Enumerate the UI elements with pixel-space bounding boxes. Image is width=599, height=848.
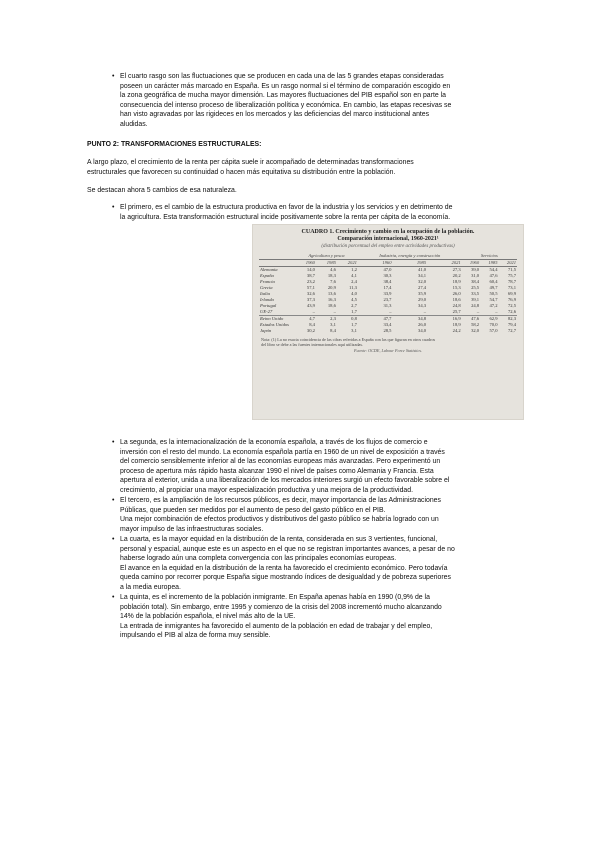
- text-line: del comercio sensiblemente inferior al de las economías europeas más avanzadas. Pero experimentó un: [120, 458, 441, 466]
- bullet-first-change: [112, 203, 522, 222]
- value-cell: 82,3: [507, 315, 516, 321]
- year-header: 1960: [358, 259, 393, 266]
- year-header: 2021: [427, 259, 462, 266]
- text-line: La entrada de inmigrantes ha favorecido el aumento de la población en edad de trabajar y del empleo,: [120, 622, 433, 630]
- value-cell: 54,7: [489, 296, 498, 302]
- value-cell: 32,6: [306, 290, 315, 296]
- text-line: La cuarta, es la mayor equidad en la distribución de la renta, considerada en sus 3 vertientes, funcional,: [120, 536, 438, 543]
- value-cell: 28,5: [383, 327, 392, 333]
- text-line: personal y espacial, aunque este es un aspecto en el que no se registran importantes avances, a pesar de no: [120, 545, 455, 553]
- text-line: la agricultura. Esta transformación estructural incide positivamente sobre la renta per cápita de la economía.: [120, 213, 451, 221]
- text-line: poseen un carácter más marcado en España. Es un rasgo normal si el término de comparación escogido en: [120, 82, 451, 90]
- note-line: Nota: (1) La no exacta coincidencia de las cifras referidas a España con las que figuran en otros cuadros: [261, 336, 436, 342]
- value-cell: 78,7: [507, 278, 516, 284]
- value-cell: 32,0: [471, 327, 480, 333]
- bullet-marker: •: [112, 204, 115, 211]
- value-cell: 34,0: [418, 327, 427, 333]
- country-cell: Portugal: [260, 302, 277, 308]
- value-cell: 37,3: [306, 296, 315, 302]
- year-header: 1985: [480, 259, 498, 266]
- bullet-third-change: [112, 496, 522, 534]
- text-line: mayor impulso de las infraestructuras sociales.: [120, 525, 264, 533]
- value-cell: 49,7: [489, 284, 498, 290]
- year-header: 2021: [337, 259, 358, 266]
- intro-paragraph-2: Se destacan ahora 5 cambios de esa naturaleza.: [87, 187, 237, 194]
- value-cell: 2,3: [330, 315, 336, 321]
- value-cell: 1,7: [351, 321, 357, 327]
- year-header: 1960: [295, 259, 316, 266]
- note-line: del libro se debe a las fuentes internacionales aquí utilizadas.: [261, 342, 364, 348]
- table-title: [253, 229, 523, 244]
- value-cell: 0,8: [351, 315, 357, 321]
- value-cell: 3,1: [351, 327, 357, 333]
- value-cell: 4,7: [309, 315, 315, 321]
- value-cell: 18,6: [452, 296, 461, 302]
- text-line: inversión con el resto del mundo. La economía española partía en 1960 de un nivel de exposición a través: [120, 448, 445, 456]
- value-cell: –: [358, 309, 393, 316]
- value-cell: 31,3: [383, 302, 392, 308]
- value-cell: 15,3: [452, 284, 461, 290]
- year-header: 2021: [499, 259, 517, 266]
- value-cell: –: [462, 309, 480, 316]
- value-cell: 18,9: [452, 278, 461, 284]
- text-line: aludidas.: [120, 120, 148, 128]
- value-cell: 1,7: [337, 309, 358, 316]
- bullet-text: [120, 496, 522, 534]
- value-cell: 24,2: [452, 327, 461, 333]
- value-cell: 75,7: [507, 272, 516, 278]
- value-cell: 38,7: [306, 272, 315, 278]
- year-header: 1960: [462, 259, 480, 266]
- table-title-line: Comparación internacional, 1960-2021¹: [337, 236, 439, 243]
- bullet-text: [120, 203, 522, 222]
- value-cell: 3,1: [330, 321, 336, 327]
- value-cell: 23,7: [383, 296, 392, 302]
- value-cell: 58,2: [471, 321, 480, 327]
- bullet-text: [120, 593, 522, 641]
- section-heading: PUNTO 2: TRANSFORMACIONES ESTRUCTURALES:: [87, 141, 262, 148]
- text-line: El primero, es el cambio de la estructura productiva en favor de la industria y los servicios y en detrimento de: [120, 204, 453, 211]
- value-cell: 23,2: [306, 278, 315, 284]
- value-cell: 4,1: [351, 272, 357, 278]
- value-cell: 73,1: [507, 284, 516, 290]
- value-cell: 70,0: [489, 321, 498, 327]
- value-cell: 32,0: [418, 278, 427, 284]
- value-cell: 33,4: [383, 321, 392, 327]
- table-row: [259, 328, 517, 334]
- scanned-table-image: [252, 224, 524, 420]
- value-cell: 17,4: [383, 284, 392, 290]
- year-header-blank: [259, 259, 295, 266]
- value-cell: 11,3: [349, 284, 357, 290]
- value-cell: 18,3: [327, 272, 336, 278]
- bullet-marker: •: [112, 439, 115, 446]
- value-cell: 18,9: [452, 321, 461, 327]
- country-cell: UE-27: [259, 309, 295, 316]
- value-cell: 1,2: [351, 266, 357, 272]
- table-source: Fuente: OCDE, Labour Force Statistics.: [354, 348, 422, 354]
- value-cell: 24,8: [471, 302, 480, 308]
- value-cell: 18,6: [327, 302, 336, 308]
- country-cell: Francia: [260, 278, 275, 284]
- table-note: [261, 337, 515, 347]
- value-cell: 50,5: [489, 290, 498, 296]
- value-cell: 31,0: [471, 272, 480, 278]
- value-cell: 35,9: [418, 290, 427, 296]
- value-cell: 4,5: [351, 296, 357, 302]
- country-cell: Irlanda: [260, 296, 274, 302]
- value-cell: 71,5: [507, 266, 516, 272]
- value-cell: 38,4: [471, 278, 480, 284]
- value-cell: 54,4: [489, 266, 498, 272]
- value-cell: 27,3: [452, 266, 461, 272]
- value-cell: 60,4: [489, 278, 498, 284]
- value-cell: 30,3: [383, 272, 392, 278]
- value-cell: 8,4: [330, 327, 336, 333]
- value-cell: 41,0: [418, 266, 427, 272]
- bullet-fifth-change: [112, 593, 522, 641]
- country-cell: Italia: [260, 290, 270, 296]
- country-cell: Alemania: [260, 266, 278, 272]
- bullet-marker: •: [112, 73, 115, 80]
- value-cell: 24,8: [452, 302, 461, 308]
- value-cell: 8,4: [309, 321, 315, 327]
- value-cell: 76,9: [507, 296, 516, 302]
- value-cell: 27,4: [418, 284, 427, 290]
- value-cell: –: [295, 309, 316, 316]
- value-cell: 69,9: [507, 290, 516, 296]
- text-line: han visto agravadas por las rigideces en los mercados y las deficiencias del marco institucional antes: [120, 111, 430, 119]
- bullet-fourth-change: [112, 535, 522, 593]
- bullet-second-change: [112, 438, 522, 496]
- text-line: la zona geográfica de mucha mayor dimensión. Las mayores fluctuaciones del PIB español son en parte la: [120, 92, 446, 100]
- intro-paragraph: [87, 158, 507, 177]
- value-cell: 47,2: [489, 302, 498, 308]
- value-cell: 2,7: [351, 302, 357, 308]
- country-cell: Reino Unido: [260, 315, 284, 321]
- value-cell: 57,0: [489, 327, 498, 333]
- value-cell: 13,6: [327, 290, 336, 296]
- text-line: Una mejor combinación de efectos productivos y distributivos del gasto público se habría logrado con un: [120, 516, 439, 524]
- text-line: A largo plazo, el crecimiento de la renta per cápita suele ir acompañado de determinadas transformaciones: [87, 159, 414, 166]
- text-line: consecuencia del intenso proceso de liberalización política y económica. En cambio, las etapas recesivas se: [120, 101, 452, 109]
- text-line: El avance en la equidad en la distribución de la renta ha favorecido el crecimiento económico. Pero todavía: [120, 564, 448, 572]
- value-cell: 47,6: [489, 272, 498, 278]
- value-cell: 26,0: [452, 290, 461, 296]
- table-title-line: CUADRO 1. Crecimiento y cambio en la ocupación de la población.: [301, 229, 475, 235]
- year-header-row: [259, 259, 517, 266]
- value-cell: 14,0: [306, 266, 315, 272]
- bullet-text: [120, 535, 522, 593]
- country-cell: España: [260, 272, 274, 278]
- value-cell: –: [480, 309, 498, 316]
- text-line: crecimiento, al propiciar una mayor especialización productiva y una mejora de la productividad.: [120, 486, 414, 494]
- text-line: Públicas, que pueden ser medidos por el aumento de peso del gasto público en el PIB.: [120, 506, 386, 514]
- value-cell: 30,2: [306, 327, 315, 333]
- value-cell: 16,9: [452, 315, 461, 321]
- value-cell: 33,9: [383, 290, 392, 296]
- value-cell: 43,9: [306, 302, 315, 308]
- text-line: La quinta, es el incremento de la población inmigrante. En España apenas había en 1990 (0,9% de la: [120, 594, 430, 601]
- value-cell: 25,7: [427, 309, 462, 316]
- group-header: Agricultura y pesca: [295, 253, 358, 260]
- value-cell: 34,1: [418, 272, 427, 278]
- value-cell: 47,0: [383, 266, 392, 272]
- bullet-fourth-trait: [112, 72, 512, 130]
- value-cell: 2,4: [351, 278, 357, 284]
- value-cell: 34,8: [418, 315, 427, 321]
- value-cell: 47,7: [383, 315, 392, 321]
- text-line: La segunda, es la internacionalización de la economía española, a través de los flujos de comercio e: [120, 439, 428, 446]
- table-body: [259, 266, 517, 334]
- year-header: 1985: [392, 259, 427, 266]
- value-cell: 39,0: [471, 266, 480, 272]
- value-cell: 29,0: [418, 296, 427, 302]
- employment-table: [259, 253, 517, 334]
- text-line: haberse logrado aún una completa convergencia con las principales economías europeas.: [120, 555, 397, 563]
- value-cell: –: [316, 309, 337, 316]
- value-cell: 20,2: [452, 272, 461, 278]
- value-cell: 26,0: [418, 321, 427, 327]
- table-subtitle: (distribución porcentual del empleo entre actividades productivas): [321, 243, 455, 249]
- text-line: apertura al exterior, unida a una liberalización de los mercados interiores surgió un efecto favorable sobre el: [120, 477, 450, 485]
- country-cell: Grecia: [260, 284, 273, 290]
- year-header: 1985: [316, 259, 337, 266]
- value-cell: 72,6: [499, 309, 517, 316]
- bullet-text: [120, 72, 512, 130]
- value-cell: 20,9: [327, 284, 336, 290]
- value-cell: 47,6: [471, 315, 480, 321]
- value-cell: 7,6: [330, 278, 336, 284]
- country-cell: Japón: [260, 327, 272, 333]
- text-line: 14% de la población española, el nivel más alto de la UE.: [120, 613, 296, 621]
- value-cell: 4,0: [351, 290, 357, 296]
- group-header: Industria, energía y construcción: [358, 253, 462, 260]
- country-cell: Estados Unidos: [260, 321, 289, 327]
- bullet-marker: •: [112, 536, 115, 543]
- group-header: Servicios: [462, 253, 517, 260]
- text-line: El tercero, es la ampliación de los recursos públicos, es decir, mayor importancia de las Administraciones: [120, 497, 441, 504]
- value-cell: 34,3: [418, 302, 427, 308]
- value-cell: 62,9: [489, 315, 498, 321]
- value-cell: 72,7: [507, 327, 516, 333]
- value-cell: 38,4: [383, 278, 392, 284]
- text-line: proceso de apertura más rápido hasta alcanzar 1990 el nivel de países como Alemania y Francia. Esta: [120, 467, 434, 475]
- text-line: estructurales que favorecen su continuidad o hacen más equitativa su distribución entre la población.: [87, 168, 396, 176]
- text-line: a la media europea.: [120, 583, 181, 591]
- text-line: queda camino por recorrer porque España sigue mostrando índices de desigualdad y de pobreza superiores: [120, 574, 451, 582]
- bullet-marker: •: [112, 497, 115, 504]
- text-line: El cuarto rasgo son las fluctuaciones que se producen en cada una de las 5 grandes etapas consideradas: [120, 73, 444, 80]
- bullet-text: [120, 438, 522, 496]
- value-cell: 16,3: [327, 296, 336, 302]
- text-line: impulsando el PIB al alza de forma muy sensible.: [120, 632, 271, 640]
- value-cell: 33,5: [471, 290, 480, 296]
- text-line: población total). Sin embargo, entre 1995 y comienzo de la crisis del 2008 incrementó mucho alcanzando: [120, 603, 442, 611]
- value-cell: 72,5: [507, 302, 516, 308]
- bullet-marker: •: [112, 594, 115, 601]
- value-cell: 39,1: [471, 296, 480, 302]
- value-cell: –: [392, 309, 427, 316]
- value-cell: 4,6: [330, 266, 336, 272]
- value-cell: 57,1: [306, 284, 315, 290]
- value-cell: 25,5: [471, 284, 480, 290]
- value-cell: 79,4: [507, 321, 516, 327]
